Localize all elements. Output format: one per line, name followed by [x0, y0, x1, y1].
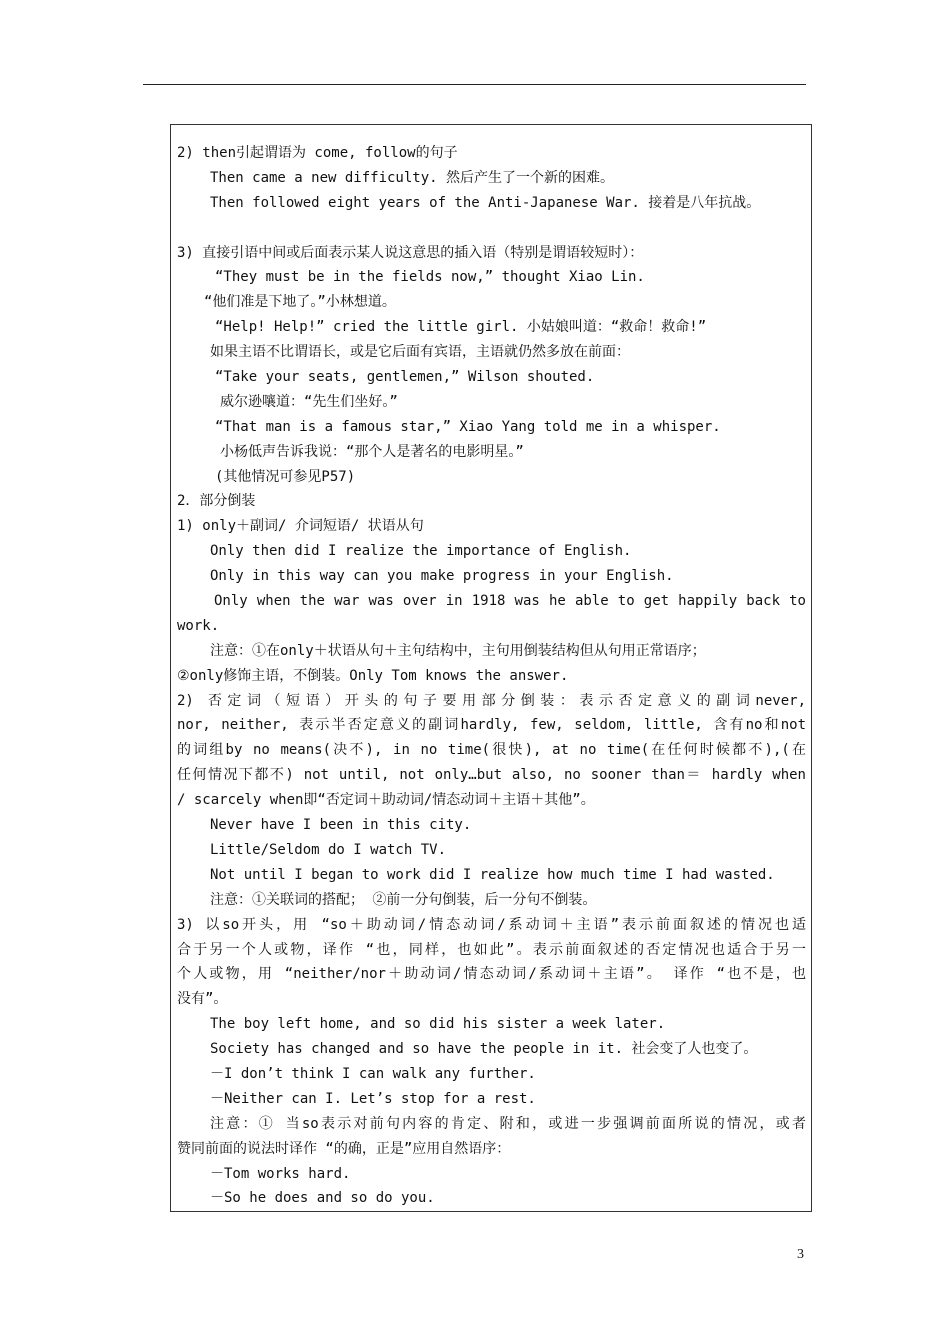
text-line: Only then did I realize the importance of English.: [210, 543, 632, 560]
text-line: (其他情况可参见P57): [215, 468, 356, 485]
text-line: －So he does and so do you.: [210, 1190, 435, 1207]
text-line: Little/Seldom do I watch TV.: [210, 841, 447, 858]
text-line: 威尔逊嚷道：“先生们坐好。”: [220, 393, 398, 410]
text-line: 任何情况下都不) not until, not only…but also, no sooner than＝ hardly when: [177, 767, 806, 784]
text-line: 没有”。: [177, 991, 228, 1008]
text-line: [177, 216, 806, 241]
text-line: 3) 直接引语中间或后面表示某人说这意思的插入语（特别是谓语较短时）：: [177, 244, 644, 261]
text-line: ②only修饰主语，不倒装。Only Tom knows the answer.: [177, 667, 569, 684]
text-line: 个人或物，用 “neither/nor＋助动词/情态动词/系动词＋主语”。 译作 “也不是，也: [177, 966, 806, 983]
text-line: The boy left home, and so did his sister a week later.: [210, 1016, 666, 1033]
text-line: Society has changed and so have the people in it. 社会变了人也变了。: [210, 1041, 758, 1058]
page-number: 3: [797, 1247, 804, 1262]
text-line: Only when the war was over in 1918 was he able to get happily back to: [214, 593, 806, 610]
text-line: Then came a new difficulty. 然后产生了一个新的困难。: [210, 169, 615, 186]
text-line: Only in this way can you make progress in your English.: [210, 568, 674, 585]
text-line: nor, neither, 表示半否定意义的副词hardly, few, seldom, little, 含有no和not: [177, 717, 806, 734]
text-line: Then followed eight years of the Anti-Japanese War. 接着是八年抗战。: [210, 194, 761, 211]
text-line: / scarcely when即“否定词＋助动词/情态动词＋主语＋其他”。: [177, 792, 595, 809]
text-line: “Take your seats, gentlemen,” Wilson shouted.: [215, 369, 595, 386]
header-rule: [143, 84, 806, 85]
text-line: 小杨低声告诉我说：“那个人是著名的电影明星。”: [220, 443, 524, 460]
text-line: 注意：①关联词的搭配； ②前一分句倒装，后一分句不倒装。: [210, 891, 597, 908]
text-line: work.: [177, 617, 220, 634]
text-line: 注意：① 当so表示对前句内容的肯定、附和，或进一步强调前面所说的情况，或者: [210, 1115, 806, 1132]
text-line: 3) 以so开头，用 “so＋助动词/情态动词/系动词＋主语”表示前面叙述的情况也适: [177, 916, 806, 933]
text-line: 2) 否定词（短语）开头的句子要用部分倒装：表示否定意义的副词never,: [177, 692, 806, 709]
document-body: [177, 141, 806, 1211]
text-line: 注意：①在only＋状语从句＋主句结构中，主句用倒装结构但从句用正常语序；: [210, 642, 706, 659]
text-line: 2．部分倒装: [177, 493, 256, 510]
text-line: －Neither can I. Let’s stop for a rest.: [210, 1090, 536, 1107]
text-line: Not until I began to work did I realize how much time I had wasted.: [210, 866, 775, 883]
text-line: 的词组by no means(决不), in no time(很快), at no time(在任何时候都不),(在: [177, 742, 806, 759]
text-line: “他们准是下地了。”小林想道。: [204, 294, 396, 311]
text-line: “That man is a famous star,” Xiao Yang told me in a whisper.: [215, 418, 721, 435]
text-line: 2) then引起谓语为 come, follow的句子: [177, 145, 458, 161]
text-line: “They must be in the fields now,” thought Xiao Lin.: [215, 269, 645, 286]
text-line: 赞同前面的说法时译作 “的确，正是”应用自然语序：: [177, 1140, 511, 1157]
text-line: Never have I been in this city.: [210, 817, 472, 834]
text-line: “Help! Help!” cried the little girl. 小姑娘叫道：“救命！救命!”: [215, 319, 707, 336]
text-line: －Tom works hard.: [210, 1165, 351, 1182]
text-line: 1) only＋副词/ 介词短语/ 状语从句: [177, 518, 424, 535]
text-line: 如果主语不比谓语长，或是它后面有宾语，主语就仍然多放在前面：: [210, 344, 630, 361]
text-line: －I don’t think I can walk any further.: [210, 1065, 536, 1082]
text-line: 合于另一个人或物，译作 “也，同样，也如此”。表示前面叙述的否定情况也适合于另一: [177, 941, 806, 958]
